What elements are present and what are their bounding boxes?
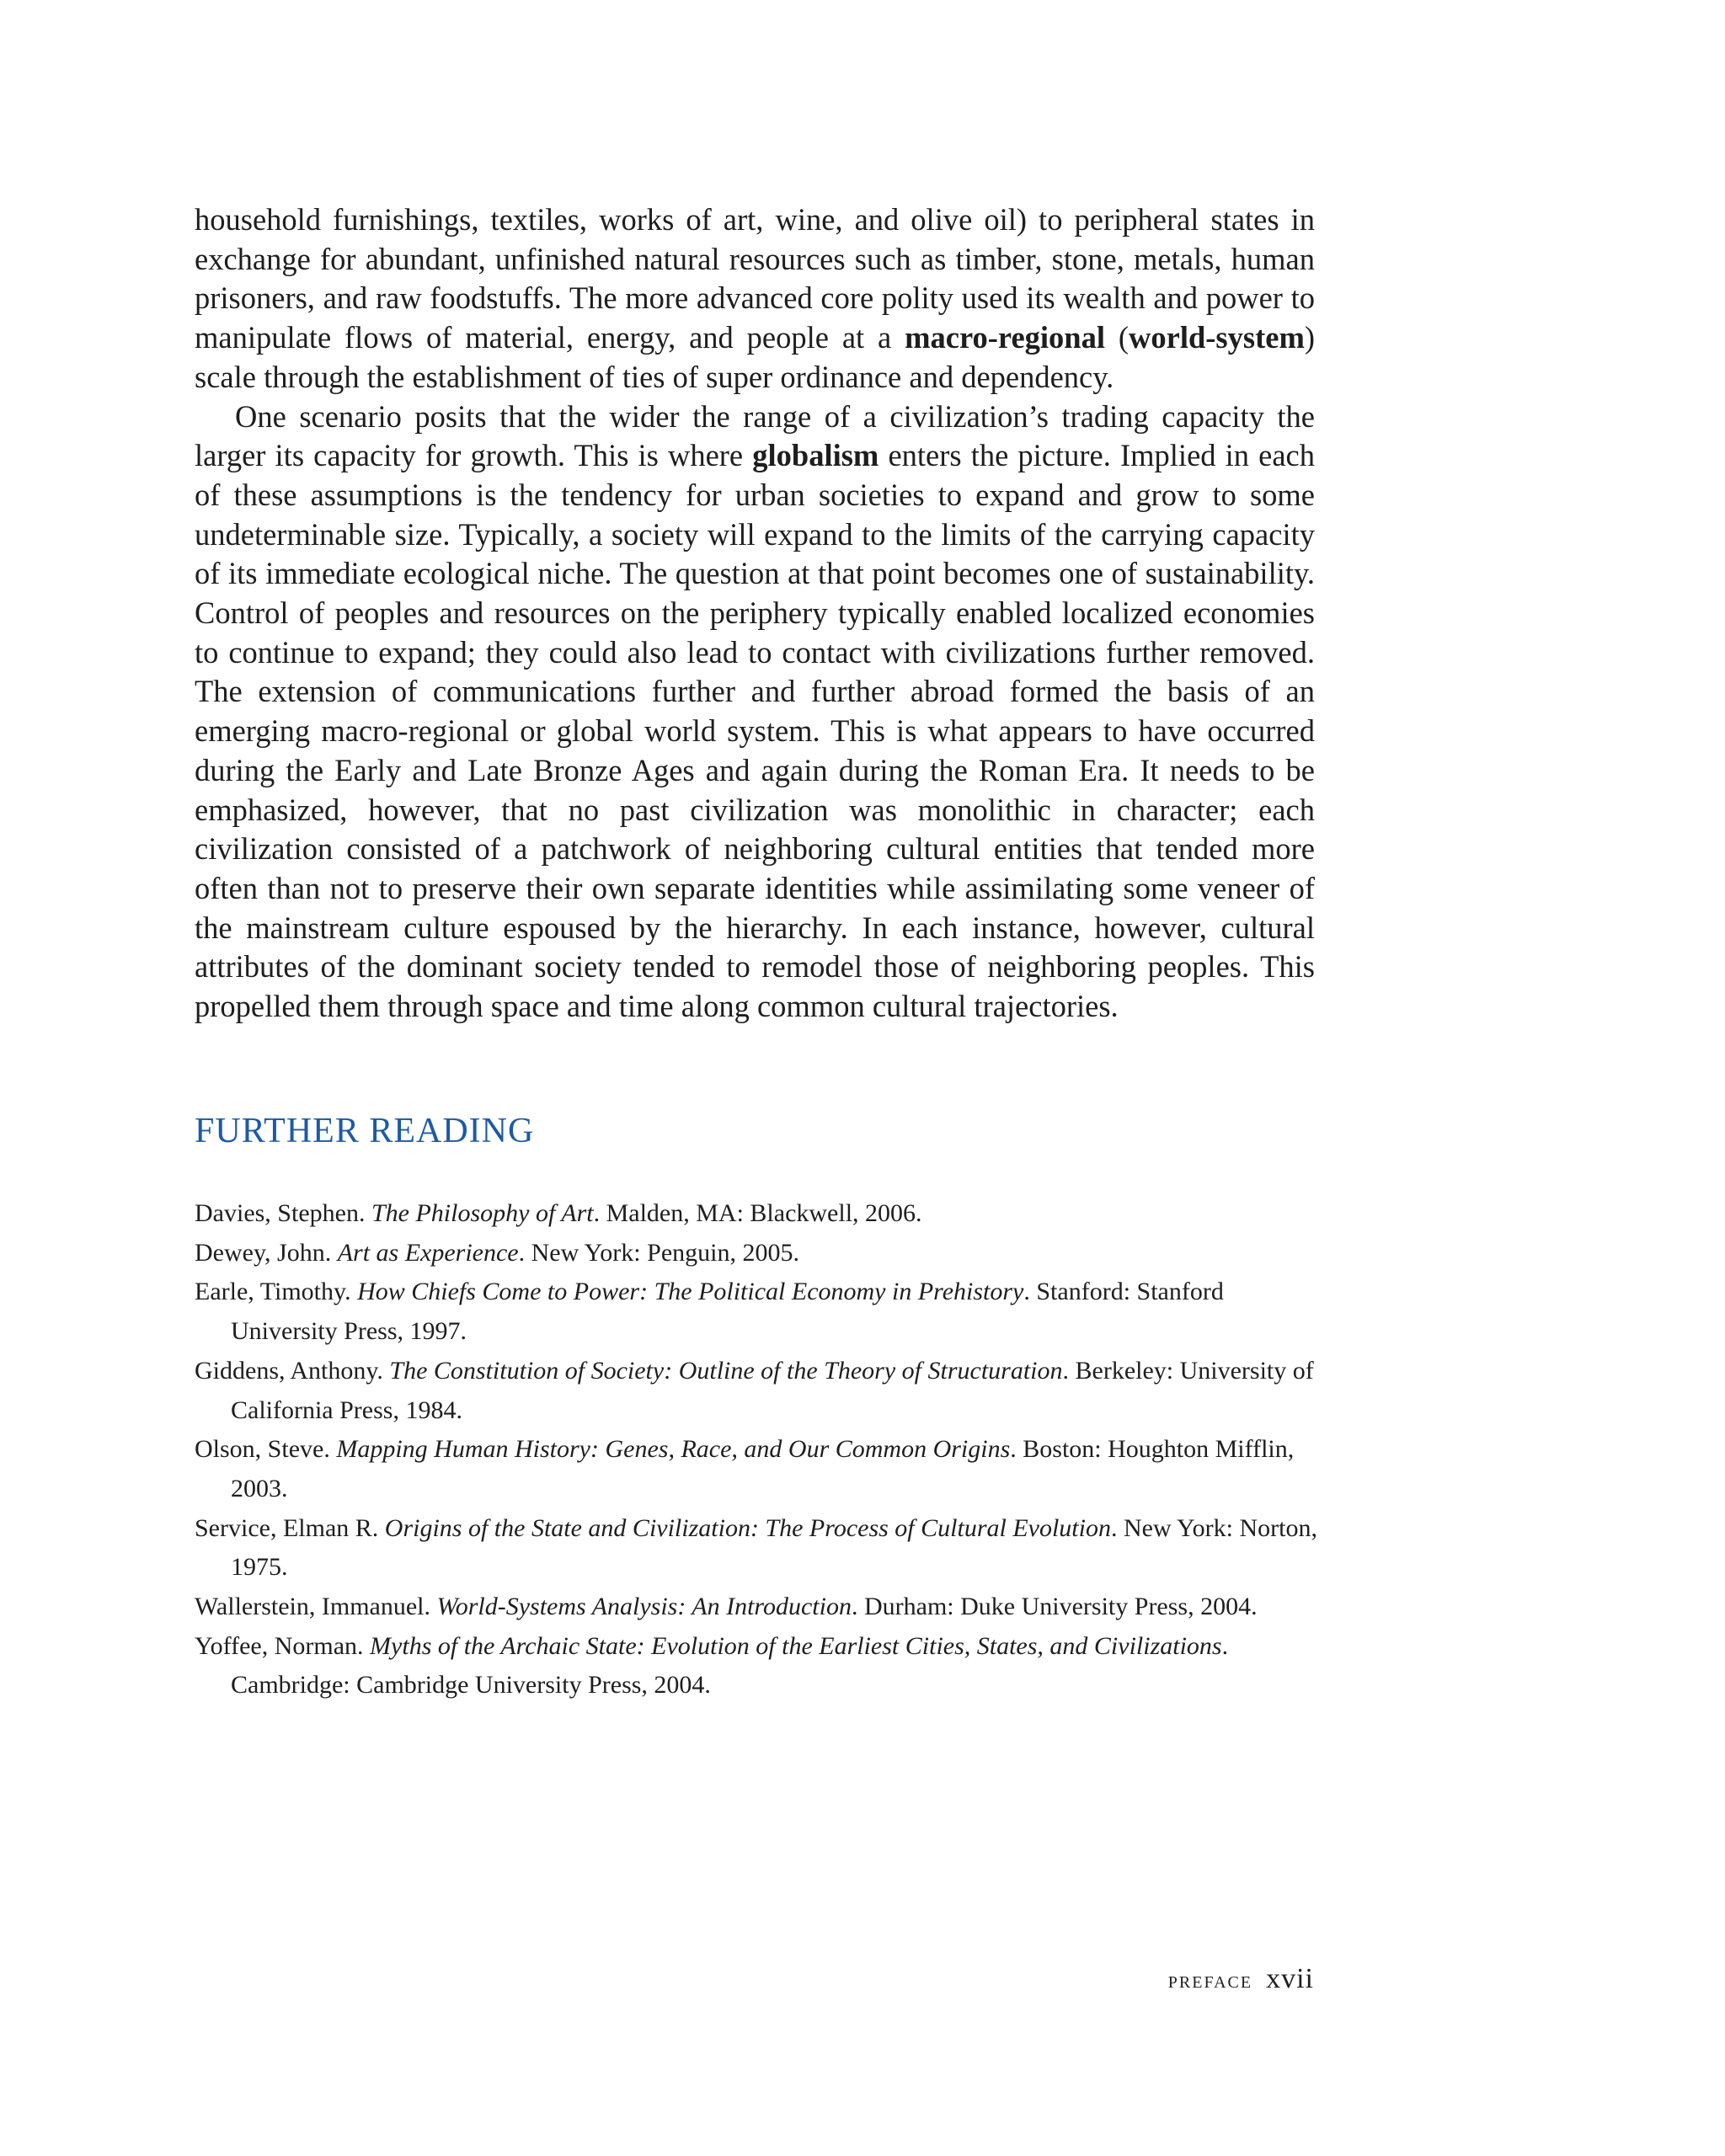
reference-item: [195, 1352, 1323, 1430]
running-footer: [1168, 1962, 1314, 1998]
ref-publisher: . Durham: Duke University Press, 2004.: [851, 1593, 1258, 1621]
reference-item: [195, 1627, 1323, 1705]
further-reading-heading: FURTHER READING: [195, 1112, 535, 1150]
ref-publisher: . Boston: Houghton Mifflin, 2003.: [231, 1435, 1295, 1502]
ref-publisher: . Stanford: Stanford University Press, 1997.: [231, 1278, 1224, 1346]
ref-author: Olson, Steve.: [195, 1435, 337, 1464]
paragraph-text: One scenario posits that the wider the range of a civilization’s trading capacity the larger its capacity for growth. This is where: [195, 398, 1315, 473]
paragraph-text: ) scale through the establishment of ties of super ordinance and dependency.: [195, 320, 1316, 394]
ref-title: Mapping Human History: Genes, Race, and Our Common Origins: [336, 1435, 1011, 1464]
ref-title: Art as Experience: [337, 1238, 519, 1267]
body-text: [195, 200, 1315, 1027]
paragraph-2: [195, 398, 1315, 1027]
ref-publisher: . Berkeley: University of California Press, 1984.: [231, 1356, 1314, 1424]
ref-publisher: . New York: Penguin, 2005.: [518, 1238, 799, 1267]
paragraph-text: enters the picture. Implied in each of these assumptions is the tendency for urban societies to expand and grow to some undeterminable size. Typically, a society will expand to the limits of the carrying capacity of its immediate ecological niche. The question at that point becomes one of sustainability. Control of peoples and resources on the periphery typically enabled localized economies to continue to expand; they could also lead to contact with civilizations further removed. The extension of communications further and further abroad formed the basis of an emerging macro-regional or global world system. This is what appears to have occurred during the Early and Late Bronze Ages and again during the Roman Era. It needs to be emphasized, however, that no past civilization was monolithic in character; each civilization consisted of a patchwork of neighboring cultural entities that tended more often than not to preserve their own separate identities while assimilating some veneer of the mainstream culture espoused by the hierarchy. In each instance, however, cultural attributes of the dominant society tended to remodel those of neighboring peoples. This propelled them through space and time along common cultural trajectories.: [195, 438, 1315, 1024]
reference-item: [195, 1509, 1323, 1588]
bold-term-world-system: world-system: [1129, 320, 1305, 355]
reference-item: [195, 1273, 1323, 1351]
reference-item: [195, 1194, 1323, 1234]
ref-publisher: . New York: Norton, 1975.: [231, 1513, 1317, 1582]
bold-term-globalism: globalism: [752, 438, 879, 473]
paragraph-1: [195, 200, 1315, 398]
ref-author: Giddens, Anthony.: [195, 1356, 390, 1385]
paragraph-text: (: [1105, 320, 1130, 355]
ref-author: Service, Elman R.: [195, 1513, 385, 1542]
ref-title: World-Systems Analysis: An Introduction: [436, 1593, 852, 1621]
ref-publisher: . Cambridge: Cambridge University Press, 2004.: [231, 1631, 1229, 1700]
ref-author: Dewey, John.: [195, 1238, 338, 1267]
reference-item: [195, 1430, 1323, 1508]
reference-item: [195, 1588, 1323, 1627]
ref-author: Wallerstein, Immanuel.: [195, 1593, 437, 1621]
ref-title: The Philosophy of Art: [371, 1199, 594, 1227]
footer-section-name: preface: [1167, 1967, 1253, 1993]
ref-publisher: . Malden, MA: Blackwell, 2006.: [593, 1199, 922, 1227]
paragraph-text: household furnishings, textiles, works of art, wine, and olive oil) to peripheral states in exchange for abundant, unfinished natural resources such as timber, stone, metals, human prisoners, and raw foodstuffs. The more advanced core polity used its wealth and power to manipulate flows of material, energy, and people at a: [195, 202, 1315, 355]
page-number: xvii: [1266, 1963, 1314, 1994]
ref-title: The Constitution of Society: Outline of the Theory of Structuration: [389, 1356, 1063, 1385]
bold-term-macro-regional: macro-regional: [905, 320, 1105, 355]
ref-author: Davies, Stephen.: [195, 1199, 371, 1227]
ref-title: Myths of the Archaic State: Evolution of the Earliest Cities, States, and Civilizations: [370, 1631, 1222, 1660]
ref-title: How Chiefs Come to Power: The Political Economy in Prehistory: [357, 1278, 1024, 1306]
ref-author: Yoffee, Norman.: [195, 1631, 371, 1660]
ref-author: Earle, Timothy.: [195, 1278, 358, 1306]
reference-list: [195, 1194, 1323, 1705]
ref-title: Origins of the State and Civilization: The Process of Cultural Evolution: [384, 1513, 1111, 1542]
reference-item: [195, 1234, 1323, 1273]
